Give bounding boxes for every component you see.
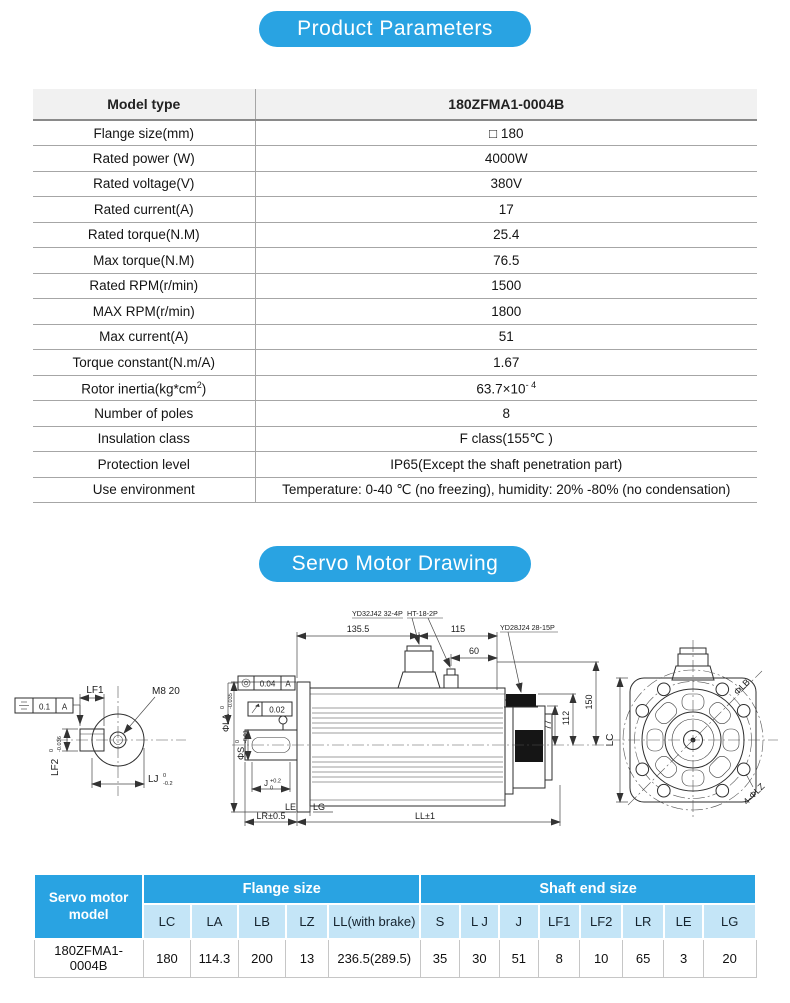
svg-text:0: 0 — [235, 739, 241, 743]
col-lj: L J — [460, 904, 499, 939]
dim-135: 135.5 — [346, 624, 370, 634]
col-j: J — [499, 904, 538, 939]
spec-row-protection — [33, 452, 757, 478]
section-title-servo-motor-drawing: Servo Motor Drawing — [259, 546, 531, 582]
dim-60: 60 — [468, 646, 480, 656]
spec-header-row — [33, 89, 757, 120]
spec-value: F class(155℃ ) — [255, 426, 757, 452]
spec-value: 380V — [255, 171, 757, 197]
spec-value: $63.7\times 10^{- 4}$ — [255, 375, 757, 401]
technical-drawing-svg — [0, 590, 790, 860]
dim-lj-tol-sup: 0 — [163, 773, 167, 779]
spec-value: 17 — [255, 197, 757, 223]
col-lg: LG — [703, 904, 756, 939]
col-ll: LL(with brake) — [328, 904, 420, 939]
dim-115: 115 — [450, 624, 466, 634]
spec-label: Torque constant(N.m/A) — [33, 350, 255, 376]
spec-label: Rated RPM(r/min) — [33, 273, 255, 299]
spec-row-rated-torque — [33, 222, 757, 248]
front-view — [605, 640, 778, 820]
cell-lz: 13 — [286, 939, 328, 977]
gdt-runout-value: 0.02 — [269, 705, 285, 715]
cell-le: 3 — [664, 939, 703, 977]
spec-row-max-current — [33, 324, 757, 350]
spec-row-max-rpm — [33, 299, 757, 325]
model-type-value: 180ZFMA1-0004B — [255, 89, 757, 120]
svg-text:0: 0 — [220, 705, 226, 709]
col-lc: LC — [143, 904, 191, 939]
col-lf2: LF2 — [580, 904, 622, 939]
spec-row-rated-current — [33, 197, 757, 223]
dim-ll: LL±1 — [415, 811, 435, 821]
cell-la: 114.3 — [191, 939, 239, 977]
dim-lf2-group — [49, 736, 63, 776]
cell-j: 51 — [499, 939, 538, 977]
dim-phi-la-group — [220, 693, 234, 732]
spec-row-rated-power — [33, 146, 757, 172]
dims-group-header-row — [34, 874, 756, 904]
spec-label: Protection level — [33, 452, 255, 478]
spec-value: IP65(Except the shaft penetration part) — [255, 452, 757, 478]
spec-value: □ 180 — [255, 120, 757, 146]
dims-data-row — [34, 939, 756, 977]
spec-label: Number of poles — [33, 401, 255, 427]
cell-s: 35 — [420, 939, 459, 977]
svg-text:-0.01: -0.01 — [243, 730, 249, 743]
spec-label: Use environment — [33, 477, 255, 503]
dimensions-table — [33, 873, 757, 978]
flange-size-group-header: Flange size — [143, 874, 420, 904]
spec-row-flange-size — [33, 120, 757, 146]
dim-lf2: LF2 — [50, 758, 61, 776]
spec-row-rated-voltage — [33, 171, 757, 197]
spec-label: MAX RPM(r/min) — [33, 299, 255, 325]
dim-le: LE — [284, 802, 296, 812]
spec-row-rated-rpm — [33, 273, 757, 299]
spec-value: 1500 — [255, 273, 757, 299]
spec-row-max-torque — [33, 248, 757, 274]
spec-label: Rated current(A) — [33, 197, 255, 223]
spec-label: Max current(A) — [33, 324, 255, 350]
spec-label: Flange size(mm) — [33, 120, 255, 146]
spec-value: 76.5 — [255, 248, 757, 274]
cell-lj: 30 — [460, 939, 499, 977]
dim-lf2-tol-sub: -0.036 — [57, 736, 63, 752]
cell-lr: 65 — [622, 939, 663, 977]
spec-row-poles — [33, 401, 757, 427]
dim-lc: LC — [605, 733, 616, 747]
svg-text:+0.2: +0.2 — [270, 778, 282, 785]
label-ht-connector: HT-18-2P — [407, 609, 438, 618]
gdt-concentricity-datum: A — [285, 679, 291, 689]
cell-lc: 180 — [143, 939, 191, 977]
dim-lg: LG — [313, 802, 326, 812]
gdt-symmetry-datum: A — [61, 702, 68, 712]
servo-motor-drawing — [0, 590, 790, 860]
spec-value: 1800 — [255, 299, 757, 325]
dim-lj-tol-sub: -0.2 — [163, 781, 173, 787]
shaft-end-view — [15, 685, 186, 796]
svg-text:0: 0 — [270, 785, 274, 792]
label-encoder-connector: YD28J24 28-15P — [500, 623, 555, 632]
spec-label: Insulation class — [33, 426, 255, 452]
product-parameters-table — [33, 89, 757, 503]
dims-subheader-row — [34, 904, 756, 939]
cell-lf2: 10 — [580, 939, 622, 977]
dim-lr: LR±0.5 — [256, 811, 286, 821]
spec-value: 4000W — [255, 146, 757, 172]
col-lz: LZ — [286, 904, 328, 939]
section-title-product-parameters: Product Parameters — [259, 11, 531, 47]
spec-value: 25.4 — [255, 222, 757, 248]
side-view — [220, 609, 604, 826]
spec-row-torque-constant — [33, 350, 757, 376]
dim-150: 150 — [584, 694, 594, 710]
cell-lb: 200 — [238, 939, 286, 977]
col-lr: LR — [622, 904, 663, 939]
dim-77: 77 — [543, 719, 553, 731]
servo-motor-model-header: Servo motor model — [34, 874, 143, 939]
ht-connector — [444, 669, 458, 688]
cell-lg: 20 — [703, 939, 756, 977]
spec-label: Rated voltage(V) — [33, 171, 255, 197]
spec-value: 51 — [255, 324, 757, 350]
spec-value: 1.67 — [255, 350, 757, 376]
col-lb: LB — [238, 904, 286, 939]
cell-lf1: 8 — [539, 939, 580, 977]
dim-j: J — [264, 779, 268, 788]
spec-label: Rated power (W) — [33, 146, 255, 172]
spec-row-environment — [33, 477, 757, 503]
cell-ll: 236.5(289.5) — [328, 939, 420, 977]
col-le: LE — [664, 904, 703, 939]
gdt-concentricity-value: 0.04 — [259, 679, 276, 689]
gdt-runout-frame — [248, 702, 292, 716]
dim-phi-s: ΦS — [236, 746, 246, 760]
dim-m8-tap: M8 20 — [152, 686, 180, 697]
gdt-symmetry-frame — [15, 698, 73, 713]
model-type-label: Model type — [33, 89, 255, 120]
spec-row-rotor-inertia — [33, 375, 757, 401]
spec-label: Rated torque(N.M) — [33, 222, 255, 248]
cell-model: 180ZFMA1-0004B — [34, 939, 143, 977]
dim-phi-la: ΦLA — [221, 713, 231, 732]
col-la: LA — [191, 904, 239, 939]
spec-row-insulation — [33, 426, 757, 452]
spec-value: Temperature: 0-40 ℃ (no freezing), humidity: 20% -80% (no condensation) — [255, 477, 757, 503]
rear-section — [504, 694, 552, 794]
spec-label: Max torque(N.M) — [33, 248, 255, 274]
shaft-end-size-group-header: Shaft end size — [420, 874, 756, 904]
col-lf1: LF1 — [539, 904, 580, 939]
spec-value: 8 — [255, 401, 757, 427]
col-s: S — [420, 904, 459, 939]
dim-phi-lb: ΦLB — [731, 676, 752, 697]
svg-text:-0.035: -0.035 — [228, 693, 234, 709]
label-power-connector: YD32J42 32-4P — [352, 609, 403, 618]
spec-label: Rotor $inertia(kg*cm^2)$ — [33, 375, 255, 401]
dim-lf2-tol-sup: 0 — [49, 748, 55, 752]
power-connector — [398, 646, 440, 688]
dim-lj: LJ — [148, 774, 159, 785]
dim-lf1: LF1 — [86, 685, 104, 696]
dim-phi-lz: 4-ΦLZ — [741, 781, 767, 807]
dim-112: 112 — [561, 710, 571, 726]
gdt-symmetry-value: 0.1 — [38, 702, 51, 712]
